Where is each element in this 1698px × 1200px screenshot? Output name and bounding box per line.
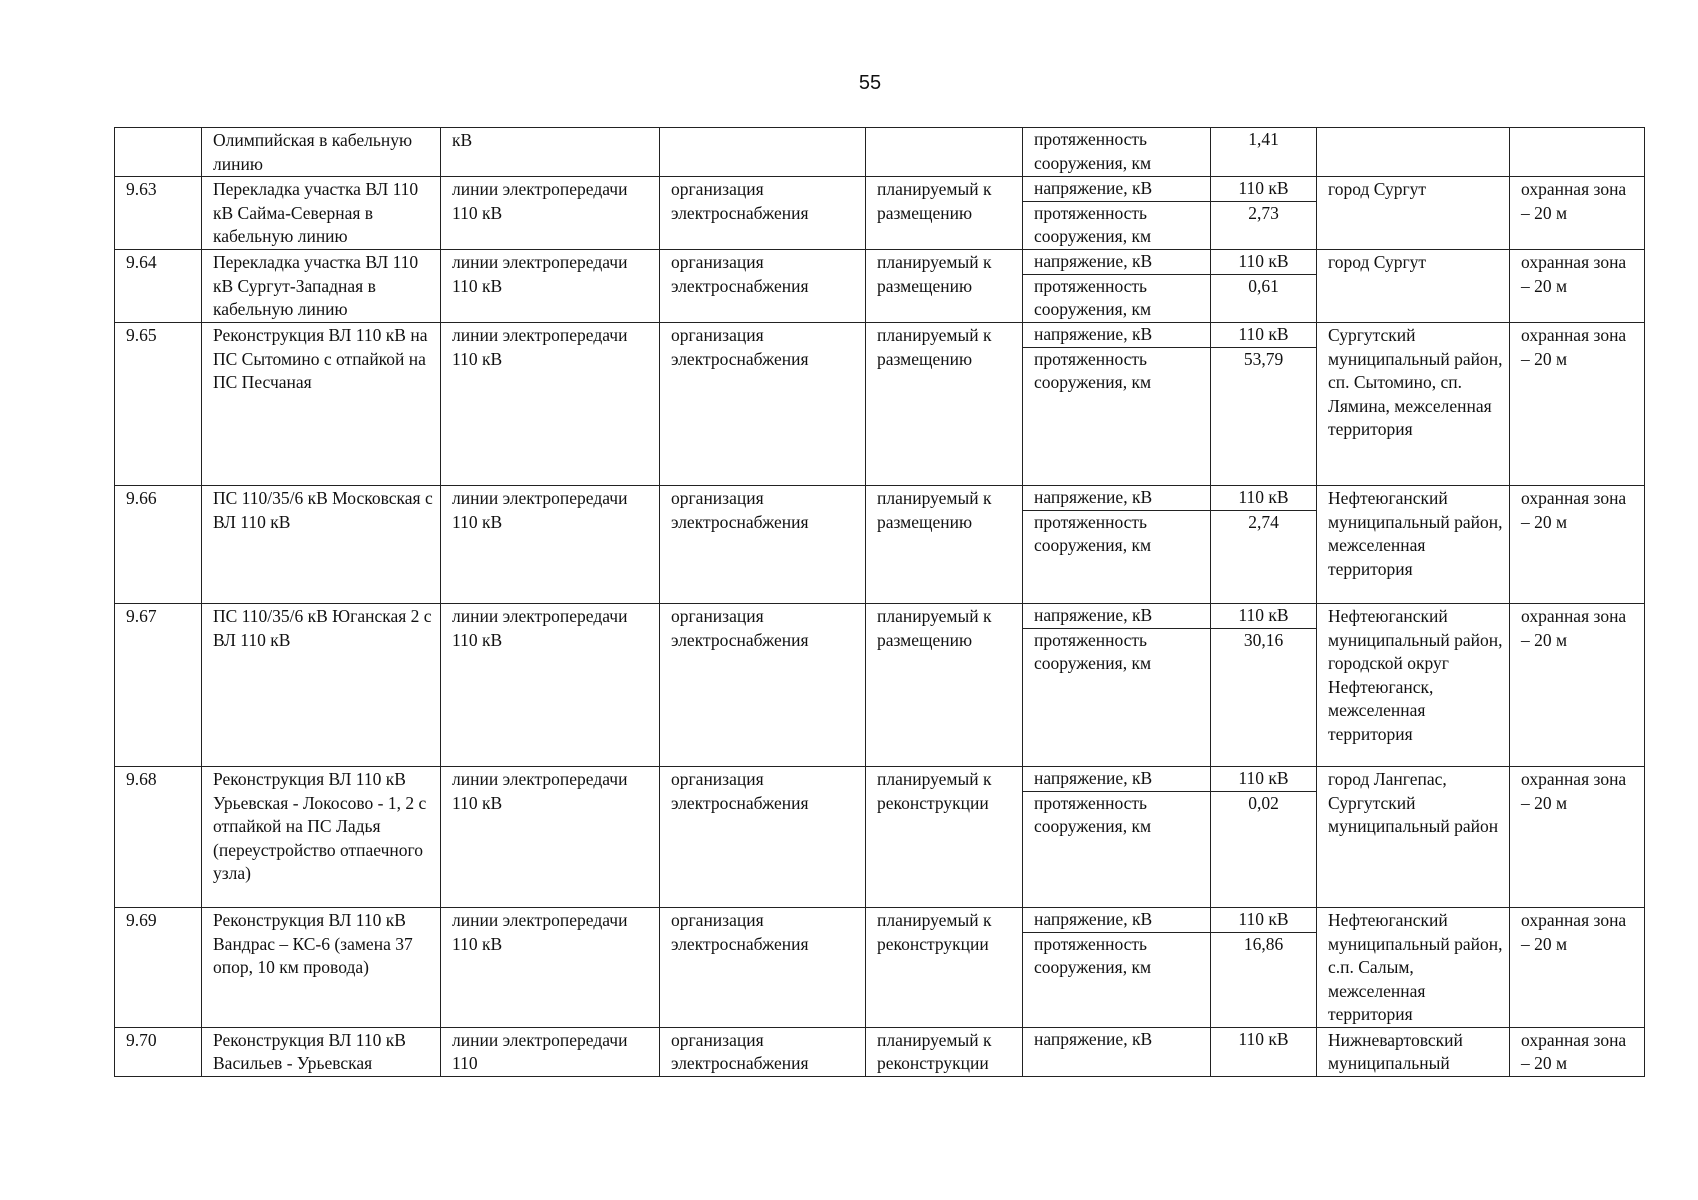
row-number	[115, 128, 202, 177]
param-name: протяженность сооружения, км	[1023, 510, 1210, 558]
param-name: напряжение, кВ	[1034, 768, 1153, 788]
object-status: планируемый к размещению	[866, 177, 1023, 250]
object-purpose: организация электроснабжения	[660, 250, 866, 323]
param-cell	[1023, 604, 1211, 767]
table-row	[115, 177, 1645, 250]
row-number: 9.66	[115, 486, 202, 604]
param-value: 30,16	[1243, 629, 1284, 650]
object-location: Сургутский муниципальный район, сп. Сытомино, сп. Лямина, межселенная территория	[1317, 323, 1510, 486]
param-name: протяженность сооружения, км	[1023, 201, 1210, 249]
object-purpose: организация электроснабжения	[660, 323, 866, 486]
param-cell	[1023, 486, 1211, 604]
param-value: 110 кВ	[1211, 767, 1316, 792]
param-value: 110 кВ	[1211, 250, 1316, 275]
object-status: планируемый к размещению	[866, 250, 1023, 323]
object-location: Нефтеюганский муниципальный район, городской округ Нефтеюганск, межселенная территория	[1317, 604, 1510, 767]
param-value: 110 кВ	[1211, 486, 1316, 511]
object-status	[866, 128, 1023, 177]
protection-zone	[1510, 128, 1645, 177]
object-purpose: организация электроснабжения	[660, 604, 866, 767]
param-name: напряжение, кВ	[1034, 178, 1153, 198]
table-row	[115, 908, 1645, 1028]
value-cell	[1211, 128, 1317, 177]
param-value: 110 кВ	[1211, 604, 1316, 629]
object-status: планируемый к реконструкции	[866, 908, 1023, 1028]
protection-zone: охранная зона – 20 м	[1510, 177, 1645, 250]
value-cell	[1211, 604, 1317, 767]
object-name: Перекладка участка ВЛ 110 кВ Сургут-Западная в кабельную линию	[202, 250, 441, 323]
param-name: протяженность сооружения, км	[1023, 274, 1210, 322]
row-number: 9.70	[115, 1027, 202, 1076]
table-body	[115, 128, 1645, 1077]
object-type: линии электропередачи 110 кВ	[441, 250, 660, 323]
param-value: 16,86	[1243, 933, 1284, 954]
param-value: 2,74	[1248, 511, 1279, 532]
value-cell	[1211, 486, 1317, 604]
value-cell	[1211, 250, 1317, 323]
param-value: 110 кВ	[1211, 177, 1316, 202]
table-row	[115, 250, 1645, 323]
param-name: протяженность сооружения, км	[1023, 791, 1210, 839]
object-status: планируемый к размещению	[866, 323, 1023, 486]
value-cell	[1211, 1027, 1317, 1076]
object-type: линии электропередачи 110 кВ	[441, 604, 660, 767]
param-value: 2,73	[1248, 202, 1279, 223]
object-location: Нижневартовский муниципальный	[1317, 1027, 1510, 1076]
object-purpose: организация электроснабжения	[660, 1027, 866, 1076]
object-location: город Лангепас, Сургутский муниципальный район	[1317, 767, 1510, 908]
protection-zone: охранная зона – 20 м	[1510, 250, 1645, 323]
object-name: Реконструкция ВЛ 110 кВ Васильев - Урьевская	[202, 1027, 441, 1076]
param-value: 53,79	[1243, 348, 1284, 369]
row-number: 9.68	[115, 767, 202, 908]
param-cell	[1023, 908, 1211, 1028]
object-purpose: организация электроснабжения	[660, 486, 866, 604]
object-name: Перекладка участка ВЛ 110 кВ Сайма-Северная в кабельную линию	[202, 177, 441, 250]
table-row	[115, 767, 1645, 908]
param-value: 0,61	[1248, 275, 1279, 296]
object-name: Реконструкция ВЛ 110 кВ Вандрас – КС-6 (замена 37 опор, 10 км провода)	[202, 908, 441, 1028]
table-row	[115, 323, 1645, 486]
object-location: город Сургут	[1317, 177, 1510, 250]
param-name: протяженность сооружения, км	[1023, 347, 1210, 395]
param-value: 110 кВ	[1211, 323, 1316, 348]
table-row	[115, 486, 1645, 604]
param-name: напряжение, кВ	[1034, 324, 1153, 344]
object-name: Реконструкция ВЛ 110 кВ на ПС Сытомино с отпайкой на ПС Песчаная	[202, 323, 441, 486]
param-cell	[1023, 128, 1211, 177]
param-cell	[1023, 767, 1211, 908]
row-number: 9.63	[115, 177, 202, 250]
row-number: 9.65	[115, 323, 202, 486]
param-name: протяженность сооружения, км	[1034, 129, 1152, 173]
object-location: город Сургут	[1317, 250, 1510, 323]
protection-zone: охранная зона – 20 м	[1510, 908, 1645, 1028]
protection-zone: охранная зона – 20 м	[1510, 323, 1645, 486]
param-name: протяженность сооружения, км	[1023, 628, 1210, 676]
param-cell	[1023, 1027, 1211, 1076]
object-status: планируемый к реконструкции	[866, 767, 1023, 908]
param-name: протяженность сооружения, км	[1023, 932, 1210, 980]
object-type: линии электропередачи 110 кВ	[441, 767, 660, 908]
row-number: 9.69	[115, 908, 202, 1028]
protection-zone: охранная зона – 20 м	[1510, 767, 1645, 908]
param-cell	[1023, 250, 1211, 323]
protection-zone: охранная зона – 20 м	[1510, 604, 1645, 767]
param-name: напряжение, кВ	[1034, 605, 1153, 625]
value-cell	[1211, 323, 1317, 486]
param-name: напряжение, кВ	[1034, 487, 1153, 507]
param-name: напряжение, кВ	[1034, 909, 1153, 929]
objects-table	[114, 127, 1645, 1077]
table-row	[115, 604, 1645, 767]
object-name: ПС 110/35/6 кВ Московская с ВЛ 110 кВ	[202, 486, 441, 604]
protection-zone: охранная зона – 20 м	[1510, 486, 1645, 604]
value-cell	[1211, 767, 1317, 908]
page-number: 55	[858, 72, 882, 94]
param-value: 1,41	[1248, 129, 1279, 149]
object-name: Олимпийская в кабельную линию	[202, 128, 441, 177]
param-value: 0,02	[1248, 792, 1279, 813]
param-name: напряжение, кВ	[1034, 1028, 1153, 1049]
row-number: 9.67	[115, 604, 202, 767]
param-value: 110 кВ	[1211, 908, 1316, 933]
object-purpose: организация электроснабжения	[660, 908, 866, 1028]
value-cell	[1211, 908, 1317, 1028]
object-type: кВ	[441, 128, 660, 177]
object-name: ПС 110/35/6 кВ Юганская 2 с ВЛ 110 кВ	[202, 604, 441, 767]
table-row	[115, 1027, 1645, 1076]
object-location: Нефтеюганский муниципальный район, межселенная территория	[1317, 486, 1510, 604]
object-type: линии электропередачи 110 кВ	[441, 323, 660, 486]
row-number: 9.64	[115, 250, 202, 323]
param-cell	[1023, 323, 1211, 486]
object-status: планируемый к размещению	[866, 486, 1023, 604]
table-row	[115, 128, 1645, 177]
param-name: напряжение, кВ	[1034, 251, 1153, 271]
object-type: линии электропередачи 110	[441, 1027, 660, 1076]
object-location: Нефтеюганский муниципальный район, с.п. Салым, межселенная территория	[1317, 908, 1510, 1028]
protection-zone: охранная зона – 20 м	[1510, 1027, 1645, 1076]
object-type: линии электропередачи 110 кВ	[441, 908, 660, 1028]
param-value: 110 кВ	[1238, 1028, 1289, 1049]
object-purpose: организация электроснабжения	[660, 177, 866, 250]
object-status: планируемый к размещению	[866, 604, 1023, 767]
param-cell	[1023, 177, 1211, 250]
object-purpose: организация электроснабжения	[660, 767, 866, 908]
object-name: Реконструкция ВЛ 110 кВ Урьевская - Локосово - 1, 2 с отпайкой на ПС Ладья (переустройство отпаечного узла)	[202, 767, 441, 908]
object-purpose	[660, 128, 866, 177]
object-status: планируемый к реконструкции	[866, 1027, 1023, 1076]
object-location	[1317, 128, 1510, 177]
object-type: линии электропередачи 110 кВ	[441, 177, 660, 250]
object-type: линии электропередачи 110 кВ	[441, 486, 660, 604]
value-cell	[1211, 177, 1317, 250]
